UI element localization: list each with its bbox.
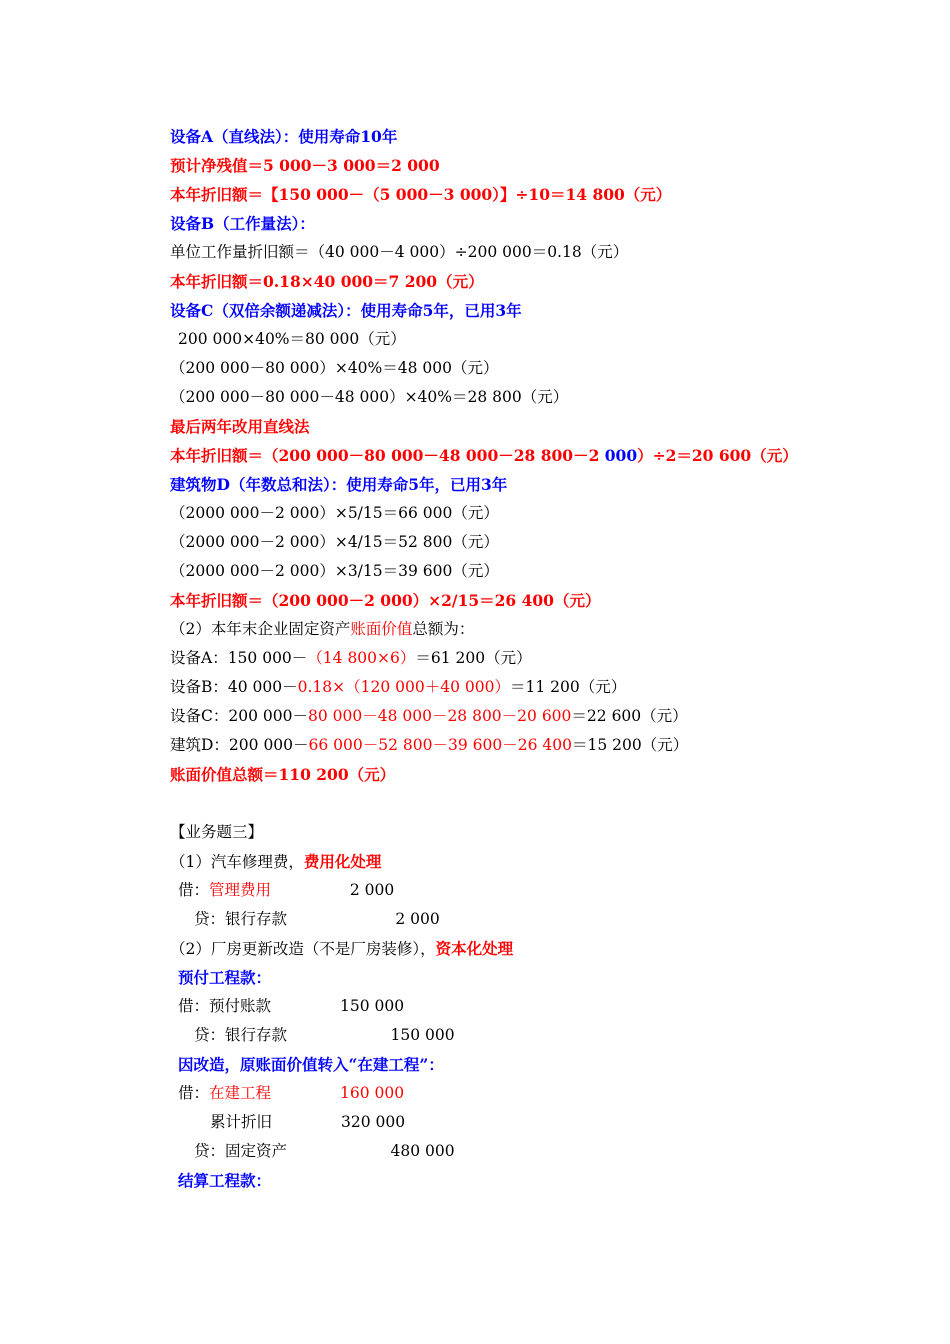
text-line — [170, 122, 397, 151]
text-segment: 80 000－48 000－28 800－20 600 — [307, 707, 572, 725]
text-segment: 费用化处理 — [303, 852, 382, 871]
text-line — [170, 557, 499, 586]
text-line — [194, 1021, 455, 1050]
text-line — [194, 1137, 455, 1166]
text-line — [170, 470, 507, 499]
text-line — [170, 615, 474, 644]
text-segment: ＝15 200（元） — [571, 736, 689, 754]
text-segment: 2 000 — [271, 881, 395, 899]
text-segment: 000 — [604, 446, 638, 465]
text-segment: 累计折旧 320 000 — [210, 1113, 406, 1131]
text-line — [170, 702, 688, 731]
text-segment: 借： — [178, 881, 210, 899]
text-line — [170, 673, 626, 702]
text-line — [170, 731, 688, 760]
text-line — [170, 267, 484, 296]
text-segment: 本年折旧额＝【150 000－（5 000－3 000）】÷10＝14 800（元） — [170, 185, 672, 204]
text-segment: 建筑D：200 000－ — [170, 736, 309, 754]
text-segment: 管理费用 — [209, 881, 272, 899]
text-segment: 最后两年改用直线法 — [170, 417, 310, 436]
text-line — [178, 963, 271, 992]
text-line — [170, 151, 440, 180]
text-line — [170, 528, 499, 557]
text-segment: ）÷2＝20 600（元） — [637, 446, 798, 465]
text-segment: ＝22 600（元） — [571, 707, 688, 725]
text-segment: 借： — [178, 1084, 210, 1102]
text-segment: 贷：银行存款 2 000 — [194, 910, 440, 928]
text-segment: （2）厂房更新改造（不是厂房装修）， — [170, 940, 436, 958]
text-line — [178, 1166, 271, 1195]
text-segment: 0.18×（120 000＋40 000） — [297, 678, 510, 696]
text-segment: （200 000－80 000）×40%＝48 000（元） — [170, 359, 499, 377]
text-line — [178, 1079, 404, 1108]
text-segment: 预计净残值＝5 000－3 000＝2 000 — [170, 156, 440, 175]
text-segment: 设备A（直线法）：使用寿命10年 — [170, 127, 398, 146]
text-segment: 账面价值总额＝110 200（元） — [170, 765, 396, 784]
text-segment: （2）本年末企业固定资产 — [170, 620, 351, 638]
text-line — [170, 818, 263, 847]
text-line — [170, 383, 568, 412]
text-segment: 本年折旧额＝（200 000－80 000－48 000－28 800－2 — [170, 446, 605, 465]
text-line — [170, 209, 315, 238]
text-segment: 总额为： — [412, 620, 475, 638]
text-segment: 本年折旧额＝0.18×40 000＝7 200（元） — [170, 272, 484, 291]
text-segment: 设备B：40 000－ — [170, 678, 298, 696]
text-segment: 预付工程款： — [178, 968, 272, 987]
text-line — [178, 325, 406, 354]
text-segment: 贷：银行存款 150 000 — [194, 1026, 455, 1044]
text-segment: （2000 000－2 000）×3/15＝39 600（元） — [170, 562, 499, 580]
text-segment: 借：预付账款 150 000 — [178, 997, 405, 1015]
text-segment: 结算工程款： — [178, 1171, 272, 1190]
text-segment: 【业务题三】 — [170, 823, 264, 841]
text-segment: 66 000－52 800－39 600－26 400 — [308, 736, 572, 754]
text-segment: 贷：固定资产 480 000 — [194, 1142, 455, 1160]
text-segment: （200 000－80 000－48 000）×40%＝28 800（元） — [170, 388, 569, 406]
text-segment: 设备C：200 000－ — [170, 707, 308, 725]
text-line — [170, 644, 532, 673]
text-line — [170, 586, 600, 615]
text-segment: ＝11 200（元） — [509, 678, 627, 696]
text-segment: 账面价值 — [350, 620, 413, 638]
text-segment: 因改造，原账面价值转入“在建工程”： — [178, 1055, 444, 1074]
text-line — [170, 760, 395, 789]
text-line — [170, 296, 522, 325]
text-segment: 设备C（双倍余额递减法）：使用寿命5年，已用3年 — [170, 301, 522, 320]
text-line — [170, 441, 798, 470]
text-segment: （1）汽车修理费， — [170, 853, 304, 871]
text-line — [170, 238, 628, 267]
text-segment: 资本化处理 — [435, 939, 514, 958]
text-line — [178, 876, 394, 905]
text-line — [178, 992, 404, 1021]
text-line — [170, 499, 499, 528]
text-line — [210, 1108, 405, 1137]
text-segment: 本年折旧额＝（200 000－2 000）×2/15＝26 400（元） — [170, 591, 601, 610]
text-segment: 在建工程 160 000 — [209, 1084, 405, 1102]
text-segment: 单位工作量折旧额＝（40 000－4 000）÷200 000＝0.18（元） — [170, 243, 629, 261]
text-segment: 设备B（工作量法）： — [170, 214, 315, 233]
text-line — [178, 1050, 444, 1079]
text-segment: 设备A：150 000－ — [170, 649, 308, 667]
text-segment: （14 800×6） — [307, 649, 416, 667]
text-segment: 建筑物D（年数总和法）：使用寿命5年，已用3年 — [170, 475, 508, 494]
text-line — [170, 354, 499, 383]
text-segment: 200 000×40%＝80 000（元） — [178, 330, 406, 348]
text-line — [170, 934, 513, 963]
text-segment: （2000 000－2 000）×4/15＝52 800（元） — [170, 533, 499, 551]
text-line — [194, 905, 440, 934]
text-line — [170, 180, 671, 209]
text-segment: （2000 000－2 000）×5/15＝66 000（元） — [170, 504, 499, 522]
text-line — [170, 847, 381, 876]
text-line — [170, 412, 310, 441]
text-segment: ＝61 200（元） — [415, 649, 532, 667]
